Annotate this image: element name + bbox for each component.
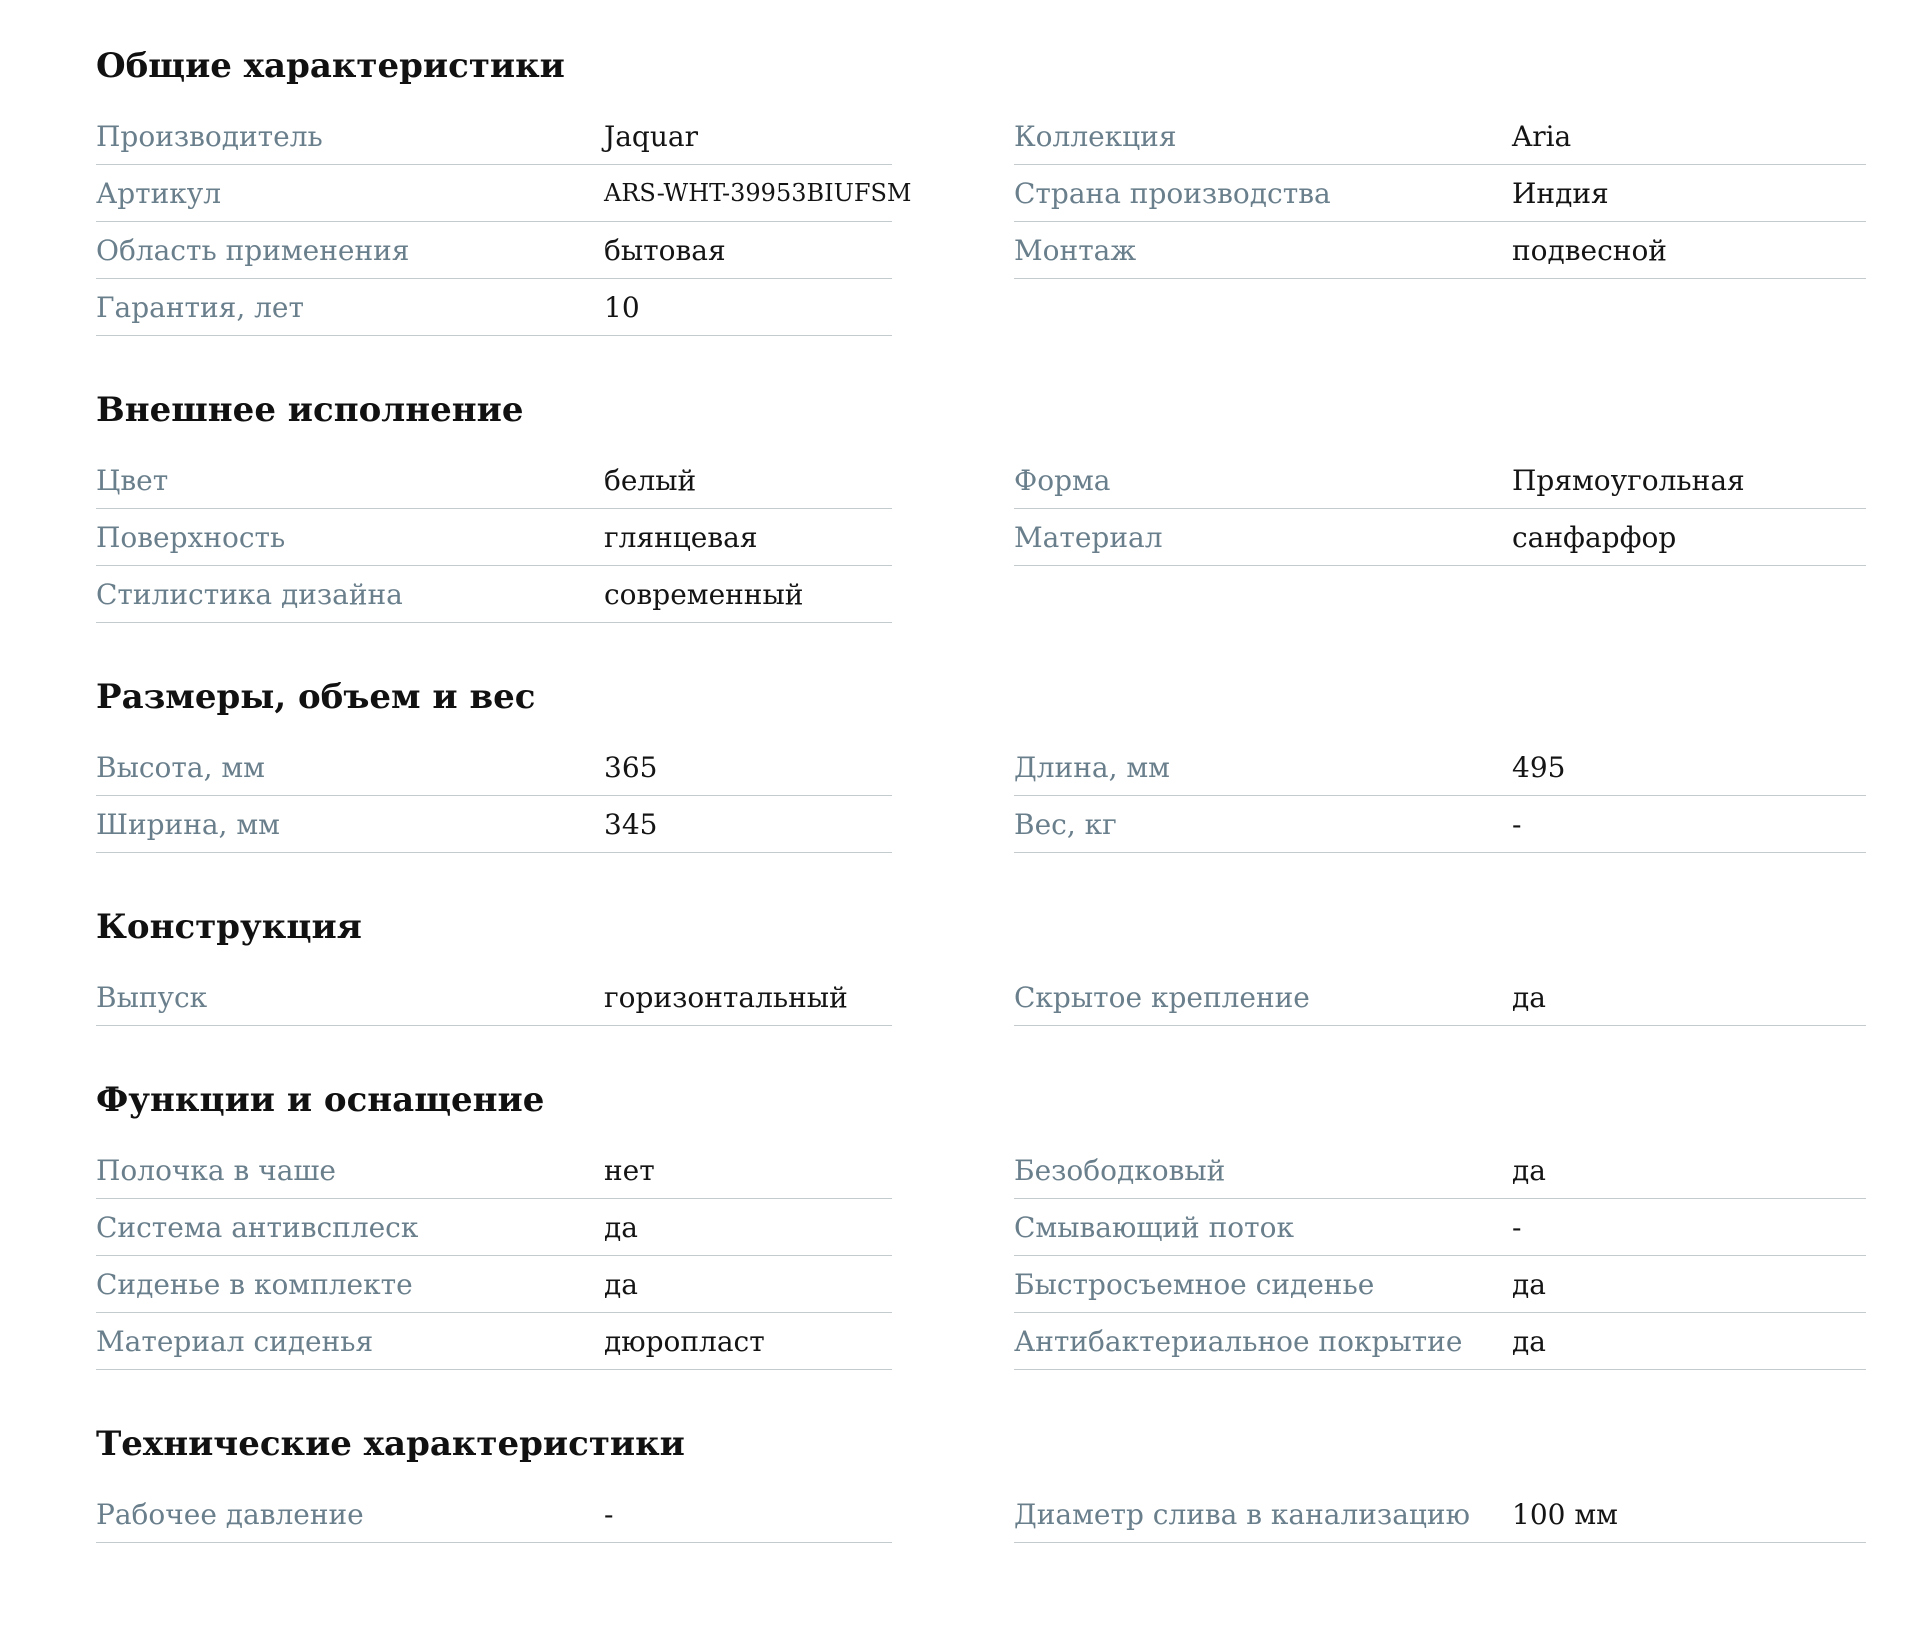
spec-label: Монтаж	[1014, 233, 1137, 267]
spec-column-right	[1014, 1486, 1866, 1543]
spec-column-left	[96, 452, 892, 623]
spec-label: Стилистика дизайна	[96, 577, 403, 611]
spec-value: 495	[1512, 750, 1566, 784]
spec-row	[1014, 165, 1866, 222]
spec-column-right	[1014, 108, 1866, 336]
spec-label: Диаметр слива в канализацию	[1014, 1497, 1470, 1531]
spec-value: современный	[604, 577, 804, 611]
section-title: Технические характеристики	[96, 1424, 685, 1464]
spec-label: Полочка в чаше	[96, 1153, 336, 1187]
section-title: Функции и оснащение	[96, 1080, 545, 1120]
spec-label: Быстросъемное сиденье	[1014, 1267, 1375, 1301]
spec-label: Рабочее давление	[96, 1497, 364, 1531]
spec-grid	[96, 739, 1866, 853]
spec-value: бытовая	[604, 233, 726, 267]
spec-value: дюропласт	[604, 1324, 765, 1358]
spec-grid	[96, 452, 1866, 623]
spec-column-right	[1014, 969, 1866, 1026]
spec-label: Скрытое крепление	[1014, 980, 1310, 1014]
spec-column-left	[96, 108, 912, 336]
spec-section	[96, 671, 1866, 853]
spec-grid	[96, 108, 1866, 336]
spec-label: Страна производства	[1014, 176, 1331, 210]
spec-row	[96, 1313, 892, 1370]
spec-label: Материал сиденья	[96, 1324, 374, 1358]
spec-label: Длина, мм	[1014, 750, 1170, 784]
spec-row	[1014, 509, 1866, 566]
spec-value: 100 мм	[1512, 1497, 1618, 1531]
spec-label: Высота, мм	[96, 750, 265, 784]
spec-label: Ширина, мм	[96, 807, 280, 841]
spec-value: да	[1512, 1267, 1546, 1301]
spec-row	[96, 1486, 892, 1543]
spec-label: Поверхность	[96, 520, 286, 554]
spec-row	[1014, 796, 1866, 853]
spec-row	[96, 796, 892, 853]
spec-section	[96, 901, 1866, 1026]
spec-value: Aria	[1512, 119, 1572, 153]
spec-value: 345	[604, 807, 658, 841]
spec-row	[96, 108, 892, 165]
spec-label: Гарантия, лет	[96, 290, 304, 324]
spec-grid	[96, 969, 1866, 1026]
spec-column-right	[1014, 739, 1866, 853]
spec-value: да	[1512, 1153, 1546, 1187]
spec-label: Производитель	[96, 119, 323, 153]
spec-section	[96, 1418, 1866, 1543]
spec-row	[1014, 1142, 1866, 1199]
spec-value: подвесной	[1512, 233, 1667, 267]
spec-value: да	[604, 1267, 638, 1301]
spec-section	[96, 40, 1866, 336]
spec-row	[1014, 969, 1866, 1026]
spec-label: Смывающий поток	[1014, 1210, 1294, 1244]
spec-label: Сиденье в комплекте	[96, 1267, 413, 1301]
spec-row	[1014, 1486, 1866, 1543]
spec-value: глянцевая	[604, 520, 758, 554]
spec-column-left	[96, 739, 892, 853]
specifications-list	[96, 40, 1866, 1543]
spec-column-left	[96, 1486, 892, 1543]
section-title: Размеры, объем и вес	[96, 677, 536, 717]
spec-value: горизонтальный	[604, 980, 848, 1014]
spec-value: Индия	[1512, 176, 1609, 210]
spec-row	[1014, 108, 1866, 165]
spec-value: белый	[604, 463, 697, 497]
spec-value: -	[1512, 1210, 1522, 1244]
spec-row	[1014, 452, 1866, 509]
spec-row	[1014, 1199, 1866, 1256]
spec-row	[96, 739, 892, 796]
spec-label: Вес, кг	[1014, 807, 1117, 841]
spec-label: Коллекция	[1014, 119, 1177, 153]
spec-row	[96, 222, 892, 279]
spec-value: санфарфор	[1512, 520, 1677, 554]
spec-row	[1014, 222, 1866, 279]
section-title: Внешнее исполнение	[96, 390, 524, 430]
spec-label: Система антивсплеск	[96, 1210, 419, 1244]
spec-value: ARS-WHT-39953BIUFSM	[604, 179, 912, 207]
spec-section	[96, 384, 1866, 623]
spec-row	[1014, 1256, 1866, 1313]
spec-row	[96, 1142, 892, 1199]
spec-label: Антибактериальное покрытие	[1014, 1324, 1463, 1358]
spec-value: 365	[604, 750, 658, 784]
spec-value: 10	[604, 290, 640, 324]
spec-label: Артикул	[96, 176, 222, 210]
spec-row	[1014, 739, 1866, 796]
section-title: Конструкция	[96, 907, 362, 947]
spec-value: да	[604, 1210, 638, 1244]
spec-row	[96, 452, 892, 509]
spec-value: да	[1512, 980, 1546, 1014]
spec-row	[96, 1199, 892, 1256]
spec-value: да	[1512, 1324, 1546, 1358]
spec-grid	[96, 1486, 1866, 1543]
spec-label: Безободковый	[1014, 1153, 1226, 1187]
spec-row	[96, 1256, 892, 1313]
spec-column-right	[1014, 452, 1866, 623]
spec-value: -	[1512, 807, 1522, 841]
spec-label: Область применения	[96, 233, 410, 267]
spec-label: Выпуск	[96, 980, 208, 1014]
spec-grid	[96, 1142, 1866, 1370]
spec-label: Форма	[1014, 463, 1111, 497]
spec-column-right	[1014, 1142, 1866, 1370]
spec-value: -	[604, 1497, 614, 1531]
spec-label: Материал	[1014, 520, 1163, 554]
spec-row	[1014, 1313, 1866, 1370]
spec-value: Jaquar	[604, 119, 698, 153]
spec-column-left	[96, 1142, 892, 1370]
spec-row	[96, 165, 912, 222]
spec-section	[96, 1074, 1866, 1370]
spec-value: Прямоугольная	[1512, 463, 1745, 497]
section-title: Общие характеристики	[96, 46, 565, 86]
spec-row	[96, 969, 892, 1026]
spec-value: нет	[604, 1153, 655, 1187]
spec-row	[96, 279, 892, 336]
spec-column-left	[96, 969, 892, 1026]
spec-label: Цвет	[96, 463, 169, 497]
spec-row	[96, 566, 892, 623]
spec-row	[96, 509, 892, 566]
